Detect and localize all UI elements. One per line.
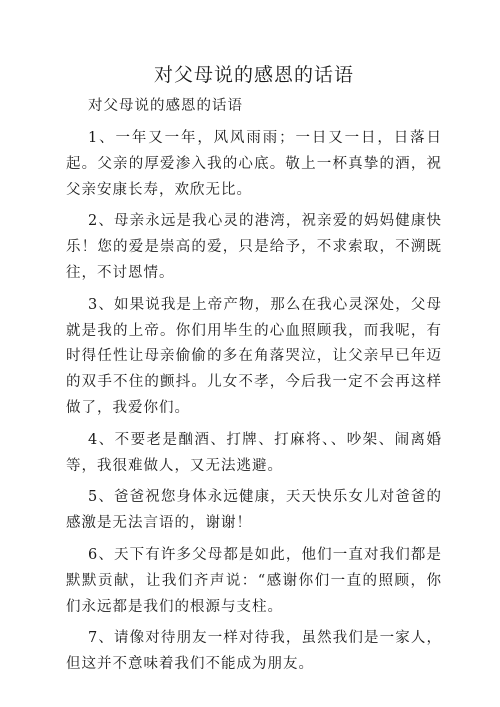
paragraph-6: 6、天下有许多父母都是如此，他们一直对我们都是默默贡献，让我们齐声说：“感谢你们一直的照顾，你们永远都是我们的根源与支柱。 [66, 546, 442, 615]
document-title: 对父母说的感恩的话语 [153, 64, 354, 86]
paragraph-7: 7、请像对待朋友一样对待我，虽然我们是一家人，但这并不意味着我们不能成为朋友。 [66, 630, 442, 673]
paragraph-1: 1、一年又一年，风风雨雨；一日又一日，日落日起。父亲的厚爱渗入我的心底。敬上一杯真挚的酒，祝父亲安康长寿，欢欣无比。 [66, 130, 442, 198]
paragraph-4: 4、不要老是酗酒、打牌、打麻将、、吵架、闹离婚等，我很难做人，又无法逃避。 [66, 431, 442, 474]
document-subtitle: 对父母说的感恩的话语 [88, 98, 243, 114]
paragraph-5: 5、爸爸祝您身体永远健康，天天快乐女儿对爸爸的感激是无法言语的，谢谢！ [66, 489, 442, 532]
paragraph-3: 3、如果说我是上帝产物，那么在我心灵深处，父母就是我的上帝。你们用毕生的心血照顾我，而我呢，有时得任性让母亲偷偷的多在角落哭泣，让父亲早已年迈的双手不住的颤抖。儿女不孝，今后我一定不会再这样做了，我爱你们。 [66, 296, 442, 416]
paragraph-2: 2、母亲永远是我心灵的港湾，祝亲爱的妈妈健康快乐！您的爱是崇高的爱，只是给予，不求索取，不溯既往，不讨恩情。 [66, 213, 442, 281]
